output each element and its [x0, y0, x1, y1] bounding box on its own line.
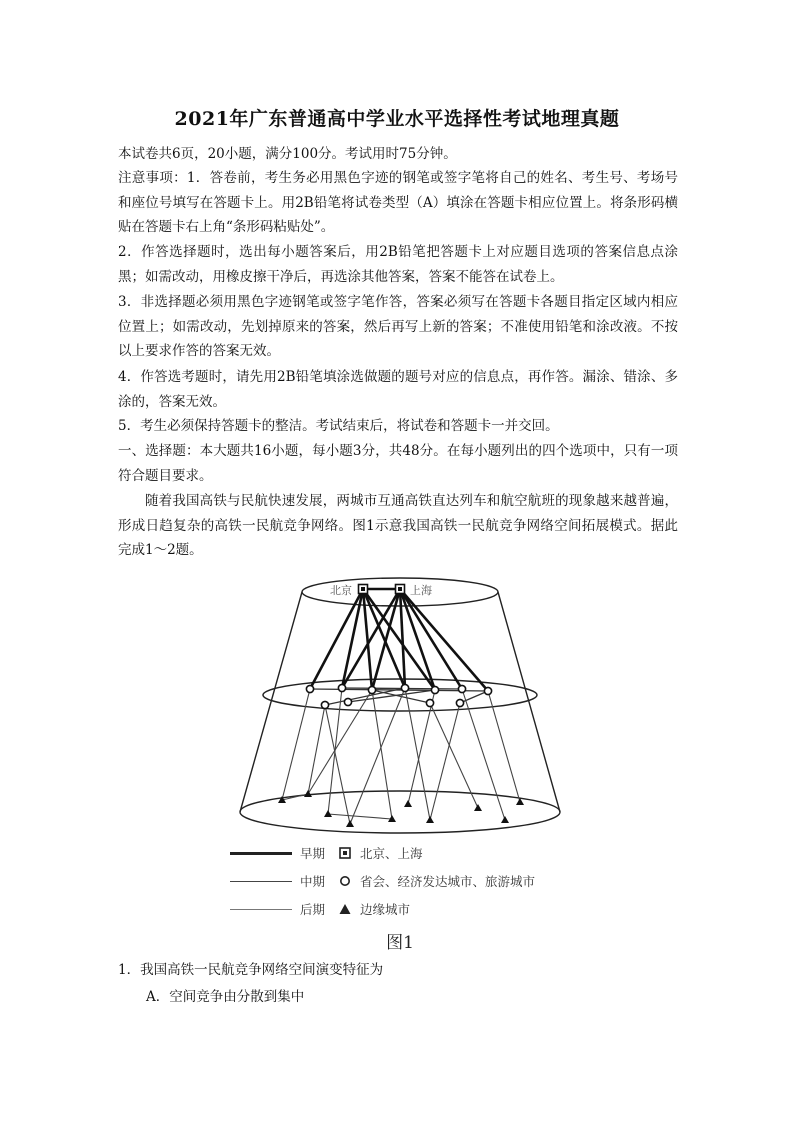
legend-early — [230, 843, 570, 863]
note-2: 2．作答选择题时，选出每小题答案后，用2B铅笔把答题卡上对应题目选项的答案信息点涂黑；如需改动，用橡皮擦干净后，再选涂其他答案，答案不能答在试卷上。 — [118, 244, 678, 285]
legend-middle-desc: 省会、经济发达城市、旅游城市 — [360, 874, 536, 889]
note-5: 5．考生必须保持答题卡的整洁。考试结束后，将试卷和答题卡一并交回。 — [118, 418, 559, 434]
thick-line-icon — [230, 852, 292, 855]
legend-late-desc: 边缘城市 — [360, 902, 411, 917]
figure-1 — [230, 572, 570, 957]
legend-middle-period: 中期 — [300, 874, 326, 889]
legend-late-period: 后期 — [300, 902, 326, 917]
intro-text: 本试卷共6页，20小题，满分100分。考试用时75分钟。 — [118, 146, 457, 162]
square-icon — [338, 846, 352, 860]
note-4: 4．作答选考题时，请先用2B铅笔填涂选做题的题号对应的信息点，再作答。漏涂、错涂、多涂的，答案无效。 — [118, 369, 678, 410]
network-diagram — [230, 572, 570, 842]
frustum-edge-right — [498, 592, 560, 812]
late-nodes — [278, 790, 524, 827]
section-heading: 一、选择题：本大题共16小题，每小题3分，共48分。在每小题列出的四个选项中，只有一项符合题目要求。 — [118, 443, 678, 484]
note-3: 3．非选择题必须用黑色字迹钢笔或签字笔作答，答案必须写在答题卡各题目指定区域内相应位置上；如需改动，先划掉原来的答案，然后再写上新的答案；不准使用铅笔和涂改液。不按以上要求作答的答案无效。 — [118, 294, 678, 359]
legend-middle — [230, 871, 570, 891]
triangle-icon — [338, 902, 352, 916]
legend-early-period: 早期 — [300, 846, 326, 861]
shanghai-label: 上海 — [410, 584, 432, 597]
page-title: 2021年广东普通高中学业水平选择性考试地理真题 — [174, 108, 620, 130]
medium-line-icon — [230, 881, 292, 882]
figure-caption: 图1 — [386, 933, 414, 953]
question-1: 1．我国高铁一民航竞争网络空间演变特征为 — [118, 962, 384, 978]
thin-line-icon — [230, 909, 292, 910]
circle-icon — [338, 874, 352, 888]
question-1-option-a: A．空间竞争由分散到集中 — [146, 989, 305, 1005]
beijing-label: 北京 — [330, 584, 352, 597]
passage-text: 随着我国高铁与民航快速发展，两城市互通高铁直达列车和航空航班的现象越来越普遍，形成日趋复杂的高铁一民航竞争网络。图1示意我国高铁一民航竞争网络空间拓展模式。据此完成1～2题。 — [118, 493, 678, 558]
early-links — [310, 589, 488, 691]
frustum-edge-left — [240, 592, 302, 812]
note-1: 注意事项：1．答卷前，考生务必用黑色字迹的钢笔或签字笔将自己的姓名、考生号、考场号和座位号填写在答题卡上。用2B铅笔将试卷类型（A）填涂在答题卡相应位置上。将条形码横贴在答题卡右上角“条形码粘贴处”。 — [118, 170, 678, 235]
bottom-ellipse — [240, 791, 560, 833]
legend-early-desc: 北京、上海 — [360, 846, 423, 861]
legend-late — [230, 899, 570, 919]
